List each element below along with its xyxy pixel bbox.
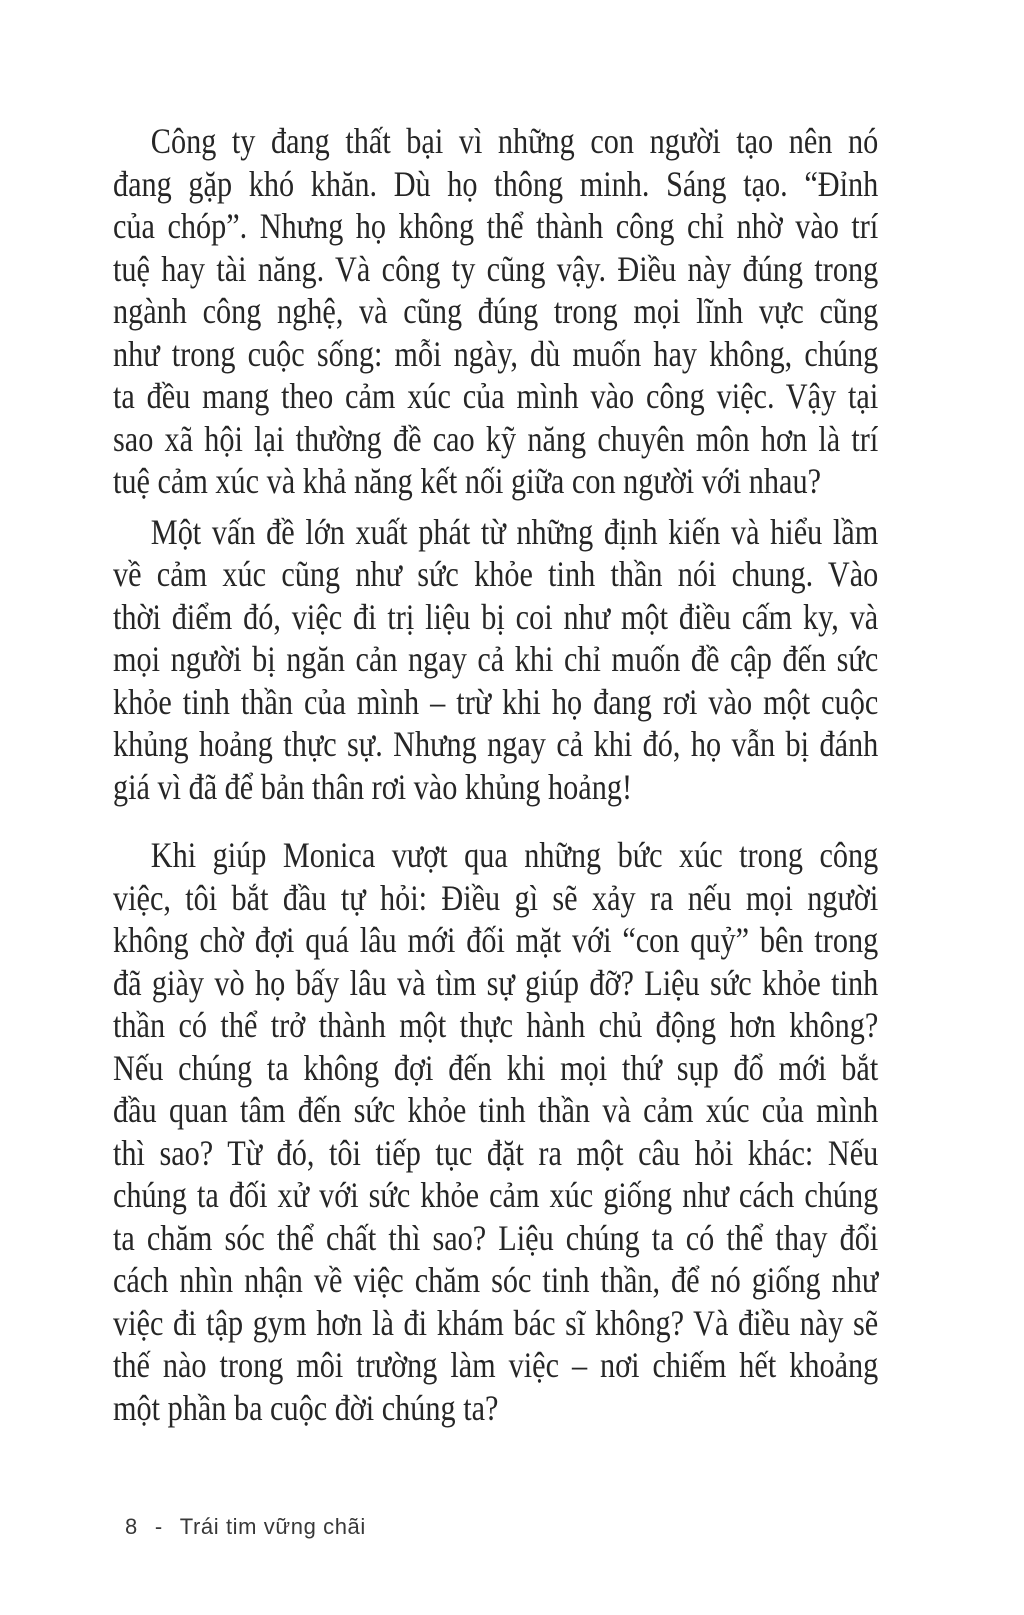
book-title: Trái tim vững chãi [179, 1514, 366, 1539]
text-line: chúng ta đối xử với sức khỏe cảm xúc giống như cách chúng [113, 1175, 879, 1215]
footer-separator: - [154, 1514, 163, 1539]
paragraph [113, 511, 878, 809]
text-line: như trong cuộc sống: mỗi ngày, dù muốn hay không, chúng [113, 333, 879, 374]
text-line: Một vấn đề lớn xuất phát từ những định kiến và hiểu lầm [150, 511, 879, 552]
text-line: tuệ hay tài năng. Và công ty cũng vậy. Điều này đúng trong [113, 248, 879, 289]
text-line: việc, tôi bắt đầu tự hỏi: Điều gì sẽ xảy ra nếu mọi người [113, 877, 879, 918]
page-footer [125, 1514, 366, 1540]
text-line: sao xã hội lại thường đề cao kỹ năng chuyên môn hơn là trí [113, 418, 879, 459]
text-line: tuệ cảm xúc và khả năng kết nối giữa con người với nhau? [113, 461, 822, 501]
text-line: Nếu chúng ta không đợi đến khi mọi thứ sụp đổ mới bắt [113, 1047, 879, 1088]
page-text [113, 120, 878, 1429]
text-line: thế nào trong môi trường làm việc – nơi chiếm hết khoảng [113, 1345, 879, 1385]
text-line: đang gặp khó khăn. Dù họ thông minh. Sáng tạo. “Đỉnh [113, 163, 879, 204]
text-line: không chờ đợi quá lâu mới đối mặt với “con quỷ” bên trong [113, 920, 879, 960]
text-line: khủng hoảng thực sự. Nhưng ngay cả khi đó, họ vẫn bị đánh [113, 724, 879, 764]
text-line: mọi người bị ngăn cản ngay cả khi chỉ muốn đề cập đến sức [113, 639, 879, 679]
text-line: về cảm xúc cũng như sức khỏe tinh thần nói chung. Vào [113, 554, 879, 594]
text-line: thần có thể trở thành một thực hành chủ động hơn không? [113, 1005, 879, 1045]
text-line: giá vì đã để bản thân rơi vào khủng hoảng! [113, 766, 633, 807]
text-line: ta đều mang theo cảm xúc của mình vào công việc. Vậy tại [113, 376, 879, 416]
text-line: cách nhìn nhận về việc chăm sóc tinh thần, để nó giống như [113, 1260, 879, 1300]
text-line: thì sao? Từ đó, tôi tiếp tục đặt ra một câu hỏi khác: Nếu [113, 1132, 879, 1173]
text-line: Khi giúp Monica vượt qua những bức xúc trong công [150, 835, 879, 875]
text-line: khỏe tinh thần của mình – trừ khi họ đang rơi vào một cuộc [113, 681, 879, 722]
text-line: ngành công nghệ, và cũng đúng trong mọi lĩnh vực cũng [113, 291, 879, 331]
text-line: ta chăm sóc thể chất thì sao? Liệu chúng ta có thể thay đổi [113, 1217, 879, 1258]
text-line: một phần ba cuộc đời chúng ta? [113, 1387, 499, 1428]
paragraph [113, 834, 878, 1429]
text-line: thời điểm đó, việc đi trị liệu bị coi như một điều cấm ky, và [113, 596, 879, 637]
text-line: việc đi tập gym hơn là đi khám bác sĩ không? Và điều này sẽ [113, 1302, 879, 1343]
page-number: 8 [125, 1514, 138, 1539]
text-line: Công ty đang thất bại vì những con người tạo nên nó [150, 121, 879, 161]
text-line: đã giày vò họ bấy lâu và tìm sự giúp đỡ? Liệu sức khỏe tinh [113, 962, 879, 1003]
text-line: của chóp”. Nhưng họ không thể thành công chỉ nhờ vào trí [113, 206, 879, 246]
text-line: đầu quan tâm đến sức khỏe tinh thần và cảm xúc của mình [113, 1090, 879, 1130]
paragraph [113, 120, 878, 503]
